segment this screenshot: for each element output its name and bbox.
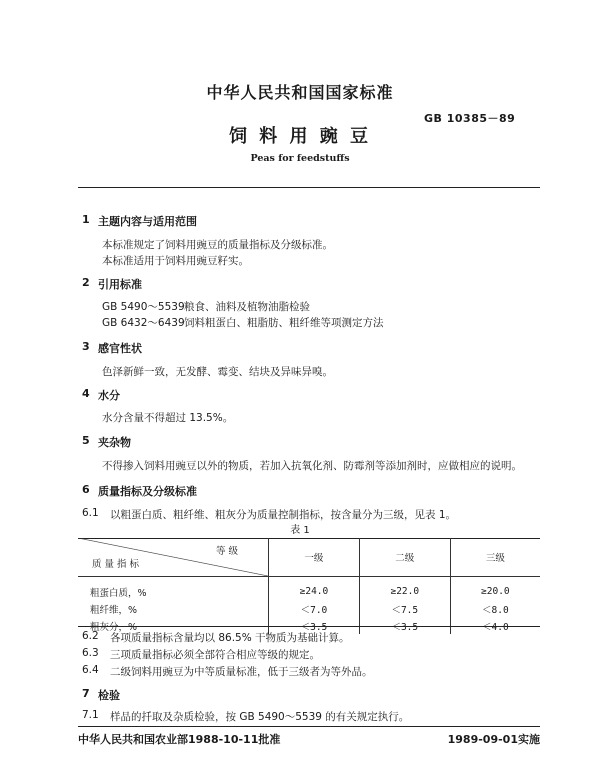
- section-7-heading: 检验: [98, 689, 120, 702]
- clause-6-2-text: 各项质量指标含量均以 86.5% 干物质为基础计算。: [110, 632, 350, 644]
- section-6-heading: 质量指标及分级标准: [98, 485, 197, 498]
- standard-code: GB 10385－89: [424, 112, 516, 125]
- table-row: [78, 600, 540, 617]
- implementation-date: 1989-09-01实施: [447, 733, 540, 746]
- section-3-number: 3: [82, 340, 90, 353]
- table-header-row: [78, 538, 540, 577]
- section-5-number: 5: [82, 434, 90, 447]
- table-cell: ＜3.5: [269, 617, 360, 634]
- section-5-paragraph: 不得掺入饲料用豌豆以外的物质，若加入抗氧化剂、防霉剂等添加剂时，应做相应的说明。: [102, 460, 522, 472]
- section-7-number: 7: [82, 687, 90, 700]
- reference-code-2: GB 6432～6439: [102, 317, 185, 329]
- issuing-body-title: 中华人民共和国国家标准: [206, 83, 394, 102]
- table-cell: ＜8.0: [482, 604, 509, 616]
- row-label-crude-protein: 粗蛋白质，%: [78, 577, 269, 601]
- clause-7-1-text: 样品的扦取及杂质检验，按 GB 5490～5539 的有关规定执行。: [110, 711, 410, 723]
- table-bottom-rule: [78, 626, 540, 627]
- section-1-paragraph-1: 本标准规定了饲料用豌豆的质量指标及分级标准。: [102, 239, 333, 251]
- grade-header-3: 三级: [450, 538, 540, 577]
- section-2-heading: 引用标准: [98, 278, 142, 291]
- reference-name-1: 粮食、油料及植物油脂检验: [184, 301, 310, 313]
- section-4-heading: 水分: [98, 389, 120, 402]
- section-6-number: 6: [82, 483, 90, 496]
- section-5-heading: 夹杂物: [98, 436, 131, 449]
- clause-6-1-number: 6.1: [82, 507, 99, 519]
- reference-name-2: 饲料粗蛋白、粗脂肪、粗纤维等项测定方法: [184, 317, 384, 329]
- clause-6-1-text: 以粗蛋白质、粗纤维、粗灰分为质量控制指标，按含量分为三级，见表 1。: [110, 509, 457, 521]
- clause-6-4-number: 6.4: [82, 664, 99, 676]
- clause-6-3-number: 6.3: [82, 647, 99, 659]
- corner-grade-label: 等 级: [215, 546, 238, 557]
- section-1-number: 1: [82, 213, 90, 226]
- table-row: [78, 577, 540, 601]
- row-label-crude-ash: 粗灰分，%: [78, 617, 269, 634]
- clause-6-4-text: 二级饲料用豌豆为中等质量标准，低于三级者为等外品。: [110, 666, 373, 678]
- table-cell: ≥24.0: [269, 577, 360, 601]
- clause-6-3-text: 三项质量指标必须全部符合相应等级的规定。: [110, 649, 320, 661]
- quality-grade-table: [78, 538, 540, 634]
- approval-statement: 中华人民共和国农业部1988-10-11批准: [78, 733, 281, 746]
- clause-7-1-number: 7.1: [82, 709, 99, 721]
- section-4-number: 4: [82, 387, 90, 400]
- table-corner-cell: [78, 538, 269, 577]
- header-rule: [78, 187, 540, 188]
- reference-code-1: GB 5490～5539: [102, 301, 185, 313]
- section-4-paragraph: 水分含量不得超过 13.5%。: [102, 412, 234, 424]
- table-cell: ≥22.0: [359, 577, 450, 601]
- table-cell: ＜7.5: [359, 600, 450, 617]
- grade-header-2: 二级: [359, 538, 450, 577]
- table-cell: ＜4.0: [482, 621, 509, 633]
- row-label-crude-fiber: 粗纤维，%: [78, 600, 269, 617]
- clause-6-2-number: 6.2: [82, 630, 99, 642]
- grade-header-1: 一级: [269, 538, 360, 577]
- table-caption: 表 1: [290, 525, 310, 536]
- section-1-paragraph-2: 本标准适用于饲料用豌豆籽实。: [102, 255, 249, 267]
- document-title-english: Peas for feedstuffs: [250, 153, 350, 164]
- table-cell: ≥20.0: [481, 586, 510, 597]
- section-1-heading: 主题内容与适用范围: [98, 215, 197, 228]
- document-title: 饲 料 用 豌 豆: [228, 126, 372, 147]
- footer-rule: [78, 726, 540, 727]
- corner-index-label: 质 量 指 标: [92, 559, 140, 570]
- section-2-number: 2: [82, 276, 90, 289]
- section-3-heading: 感官性状: [98, 342, 142, 355]
- table-cell: ＜3.5: [359, 617, 450, 634]
- table-cell: ＜7.0: [269, 600, 360, 617]
- section-3-paragraph: 色泽新鲜一致，无发酵、霉变、结块及异味异嗅。: [102, 366, 333, 378]
